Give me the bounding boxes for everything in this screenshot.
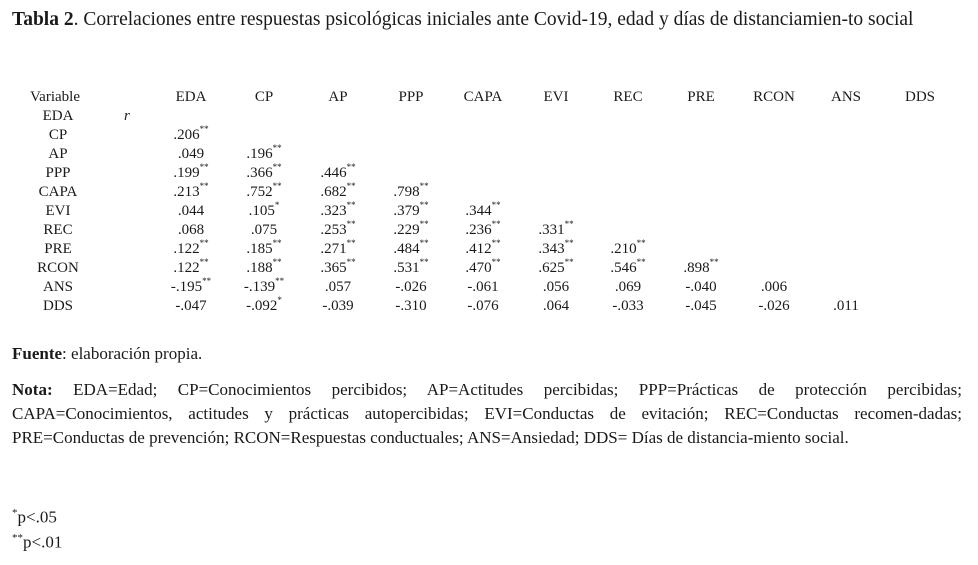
note-text: EDA=Edad; CP=Conocimientos percibidos; AP=Actitudes percibidas; PPP=Prácticas de protección percibidas; CAPA=Conocimientos, actitudes y prácticas autopercibidas; EVI=Conductas de evitación; REC=Conductas recomen-dadas; PRE=Conductas de prevención; RCON=Respuestas conductuales; ANS=Ansiedad; DDS= Días de distancia-miento social. <box>12 380 962 447</box>
cell-value: .625 <box>538 260 565 276</box>
significance-mark: ** <box>346 200 356 210</box>
table-cell <box>175 297 206 316</box>
column-header-cp: CP <box>254 89 274 105</box>
table-cell <box>610 259 645 278</box>
cell-value: .122 <box>173 241 200 257</box>
row-label-cp: CP <box>48 127 68 143</box>
significance-01 <box>12 526 62 555</box>
table-cell <box>249 202 280 221</box>
row-label-rec: REC <box>43 222 73 238</box>
significance-mark: * <box>277 295 282 305</box>
cell-value: .412 <box>465 241 492 257</box>
cell-value: -.026 <box>395 279 427 295</box>
cell-value: .798 <box>393 184 420 200</box>
significance-mark: ** <box>272 162 282 172</box>
cell-value: -.040 <box>685 279 717 295</box>
cell-value: .343 <box>538 241 565 257</box>
note-paragraph <box>12 378 962 450</box>
cell-value: .446 <box>320 165 347 181</box>
table-cell <box>171 278 211 297</box>
significance-mark: ** <box>199 162 209 172</box>
column-header-ap: AP <box>328 89 348 105</box>
table-cell <box>543 297 569 316</box>
table-cell <box>173 126 208 145</box>
significance-mark: ** <box>272 238 282 248</box>
column-header-ans: ANS <box>830 89 862 105</box>
cell-value: .752 <box>246 184 273 200</box>
significance-mark: ** <box>491 200 501 210</box>
row-label-dds: DDS <box>42 298 74 314</box>
variable-header: Variable <box>30 89 80 105</box>
significance-mark: ** <box>272 143 282 153</box>
significance-mark: * <box>274 200 280 210</box>
significance-mark: ** <box>709 257 719 267</box>
note-label: Nota: <box>12 380 53 399</box>
significance-mark: ** <box>346 238 356 248</box>
cell-value: .196 <box>246 146 273 162</box>
significance-mark: ** <box>346 162 356 172</box>
cell-value: .253 <box>320 222 347 238</box>
significance-text: p<.05 <box>17 507 57 527</box>
cell-value: .064 <box>542 298 570 314</box>
table-cell <box>395 278 426 297</box>
significance-mark: ** <box>202 276 212 286</box>
table-cell <box>320 259 355 278</box>
table-cell <box>685 278 716 297</box>
cell-value: .206 <box>173 127 200 143</box>
cell-value: -.061 <box>467 279 499 295</box>
cell-value: .229 <box>393 222 420 238</box>
table-cell <box>615 278 641 297</box>
row-label-evi: EVI <box>45 203 71 219</box>
cell-value: .210 <box>610 241 637 257</box>
significance-mark: ** <box>419 257 429 267</box>
table-cell <box>761 278 787 297</box>
cell-value: -.039 <box>322 298 354 314</box>
row-label-ppp: PPP <box>45 165 71 181</box>
cell-value: .122 <box>173 260 200 276</box>
cell-value: -.195 <box>170 279 203 295</box>
column-header-dds: DDS <box>904 89 936 105</box>
significance-mark: ** <box>491 219 501 229</box>
cell-value: .199 <box>173 165 200 181</box>
cell-value: .682 <box>320 184 347 200</box>
table-cell <box>467 297 498 316</box>
table-caption <box>12 6 962 34</box>
table-cell <box>325 278 351 297</box>
cell-value: -.139 <box>243 279 276 295</box>
significance-mark: ** <box>346 219 356 229</box>
cell-value: .049 <box>177 146 205 162</box>
cell-value: .898 <box>683 260 710 276</box>
cell-value: -.047 <box>175 298 207 314</box>
cell-value: .484 <box>393 241 420 257</box>
significance-mark: ** <box>199 238 209 248</box>
table-cell <box>465 259 500 278</box>
significance-mark: ** <box>419 200 429 210</box>
column-header-evi: EVI <box>543 89 569 105</box>
caption-label: Tabla 2 <box>12 9 74 30</box>
column-header-capa: CAPA <box>463 89 503 105</box>
cell-value: .056 <box>542 279 570 295</box>
cell-value: -.310 <box>395 298 427 314</box>
significance-mark: ** <box>491 257 501 267</box>
significance-mark: ** <box>199 257 209 267</box>
column-header-ppp: PPP <box>398 89 424 105</box>
cell-value: .323 <box>320 203 347 219</box>
column-header-rcon: RCON <box>753 89 795 105</box>
row-label-ans: ANS <box>42 279 74 295</box>
table-cell <box>395 297 426 316</box>
column-header-pre: PRE <box>687 89 715 105</box>
cell-value: .366 <box>246 165 273 181</box>
significance-mark: ** <box>275 276 285 286</box>
caption-text: . Correlaciones entre respuestas psicológicas iniciales ante Covid-19, edad y días de distanciamien-to social <box>73 9 914 30</box>
cell-value: .365 <box>320 260 347 276</box>
significance-mark: ** <box>272 181 282 191</box>
table-cell <box>685 297 716 316</box>
table-cell <box>538 259 573 278</box>
significance-mark: ** <box>636 257 646 267</box>
table-cell <box>833 297 859 316</box>
row-label-ap: AP <box>48 146 68 162</box>
cell-value: .344 <box>465 203 492 219</box>
significance-mark: ** <box>564 257 574 267</box>
cell-value: .546 <box>610 260 637 276</box>
cell-value: .185 <box>246 241 273 257</box>
row-label-pre: PRE <box>44 241 72 257</box>
significance-mark: * <box>12 507 18 519</box>
table-cell <box>246 297 282 316</box>
cell-value: .105 <box>248 203 275 219</box>
significance-mark: ** <box>419 219 429 229</box>
significance-mark: ** <box>564 219 574 229</box>
cell-value: .271 <box>320 241 347 257</box>
table-cell <box>173 183 208 202</box>
cell-value: .006 <box>760 279 788 295</box>
table-cell <box>543 278 569 297</box>
table-cell <box>683 259 718 278</box>
significance-mark: ** <box>564 238 574 248</box>
cell-value: .331 <box>538 222 565 238</box>
r-label: r <box>124 108 130 124</box>
table-cell <box>612 297 643 316</box>
source-text: : elaboración propia. <box>62 344 203 363</box>
source-line <box>12 342 202 366</box>
column-header-rec: REC <box>613 89 643 105</box>
row-label-rcon: RCON <box>37 260 79 276</box>
cell-value: -.026 <box>758 298 790 314</box>
cell-value: -.033 <box>612 298 644 314</box>
cell-value: -.045 <box>685 298 717 314</box>
table-cell <box>178 202 204 221</box>
row-label-capa: CAPA <box>38 184 78 200</box>
significance-mark: ** <box>199 181 209 191</box>
significance-mark: ** <box>272 257 282 267</box>
significance-mark: ** <box>346 257 356 267</box>
significance-mark: ** <box>199 124 209 134</box>
significance-mark: ** <box>491 238 501 248</box>
table-cell <box>758 297 789 316</box>
cell-value: .068 <box>177 222 205 238</box>
cell-value: .188 <box>246 260 273 276</box>
cell-value: .379 <box>393 203 420 219</box>
significance-mark: ** <box>419 181 429 191</box>
significance-mark: ** <box>419 238 429 248</box>
cell-value: .531 <box>393 260 420 276</box>
cell-value: .236 <box>465 222 492 238</box>
cell-value: .470 <box>465 260 492 276</box>
significance-mark: ** <box>12 532 23 544</box>
cell-value: .011 <box>833 298 859 314</box>
significance-text: p<.01 <box>23 532 63 552</box>
cell-value: .069 <box>614 279 642 295</box>
table-cell <box>322 297 353 316</box>
cell-value: .044 <box>177 203 205 219</box>
significance-mark: ** <box>636 238 646 248</box>
cell-value: -.076 <box>467 298 499 314</box>
cell-value: -.092 <box>246 298 278 314</box>
cell-value: .075 <box>250 222 278 238</box>
significance-mark: ** <box>346 181 356 191</box>
cell-value: .213 <box>173 184 200 200</box>
cell-value: .057 <box>324 279 352 295</box>
row-label-eda: EDA <box>42 108 74 124</box>
column-header-eda: EDA <box>175 89 207 105</box>
table-cell <box>393 259 428 278</box>
source-label: Fuente <box>12 344 63 363</box>
table-cell <box>467 278 498 297</box>
